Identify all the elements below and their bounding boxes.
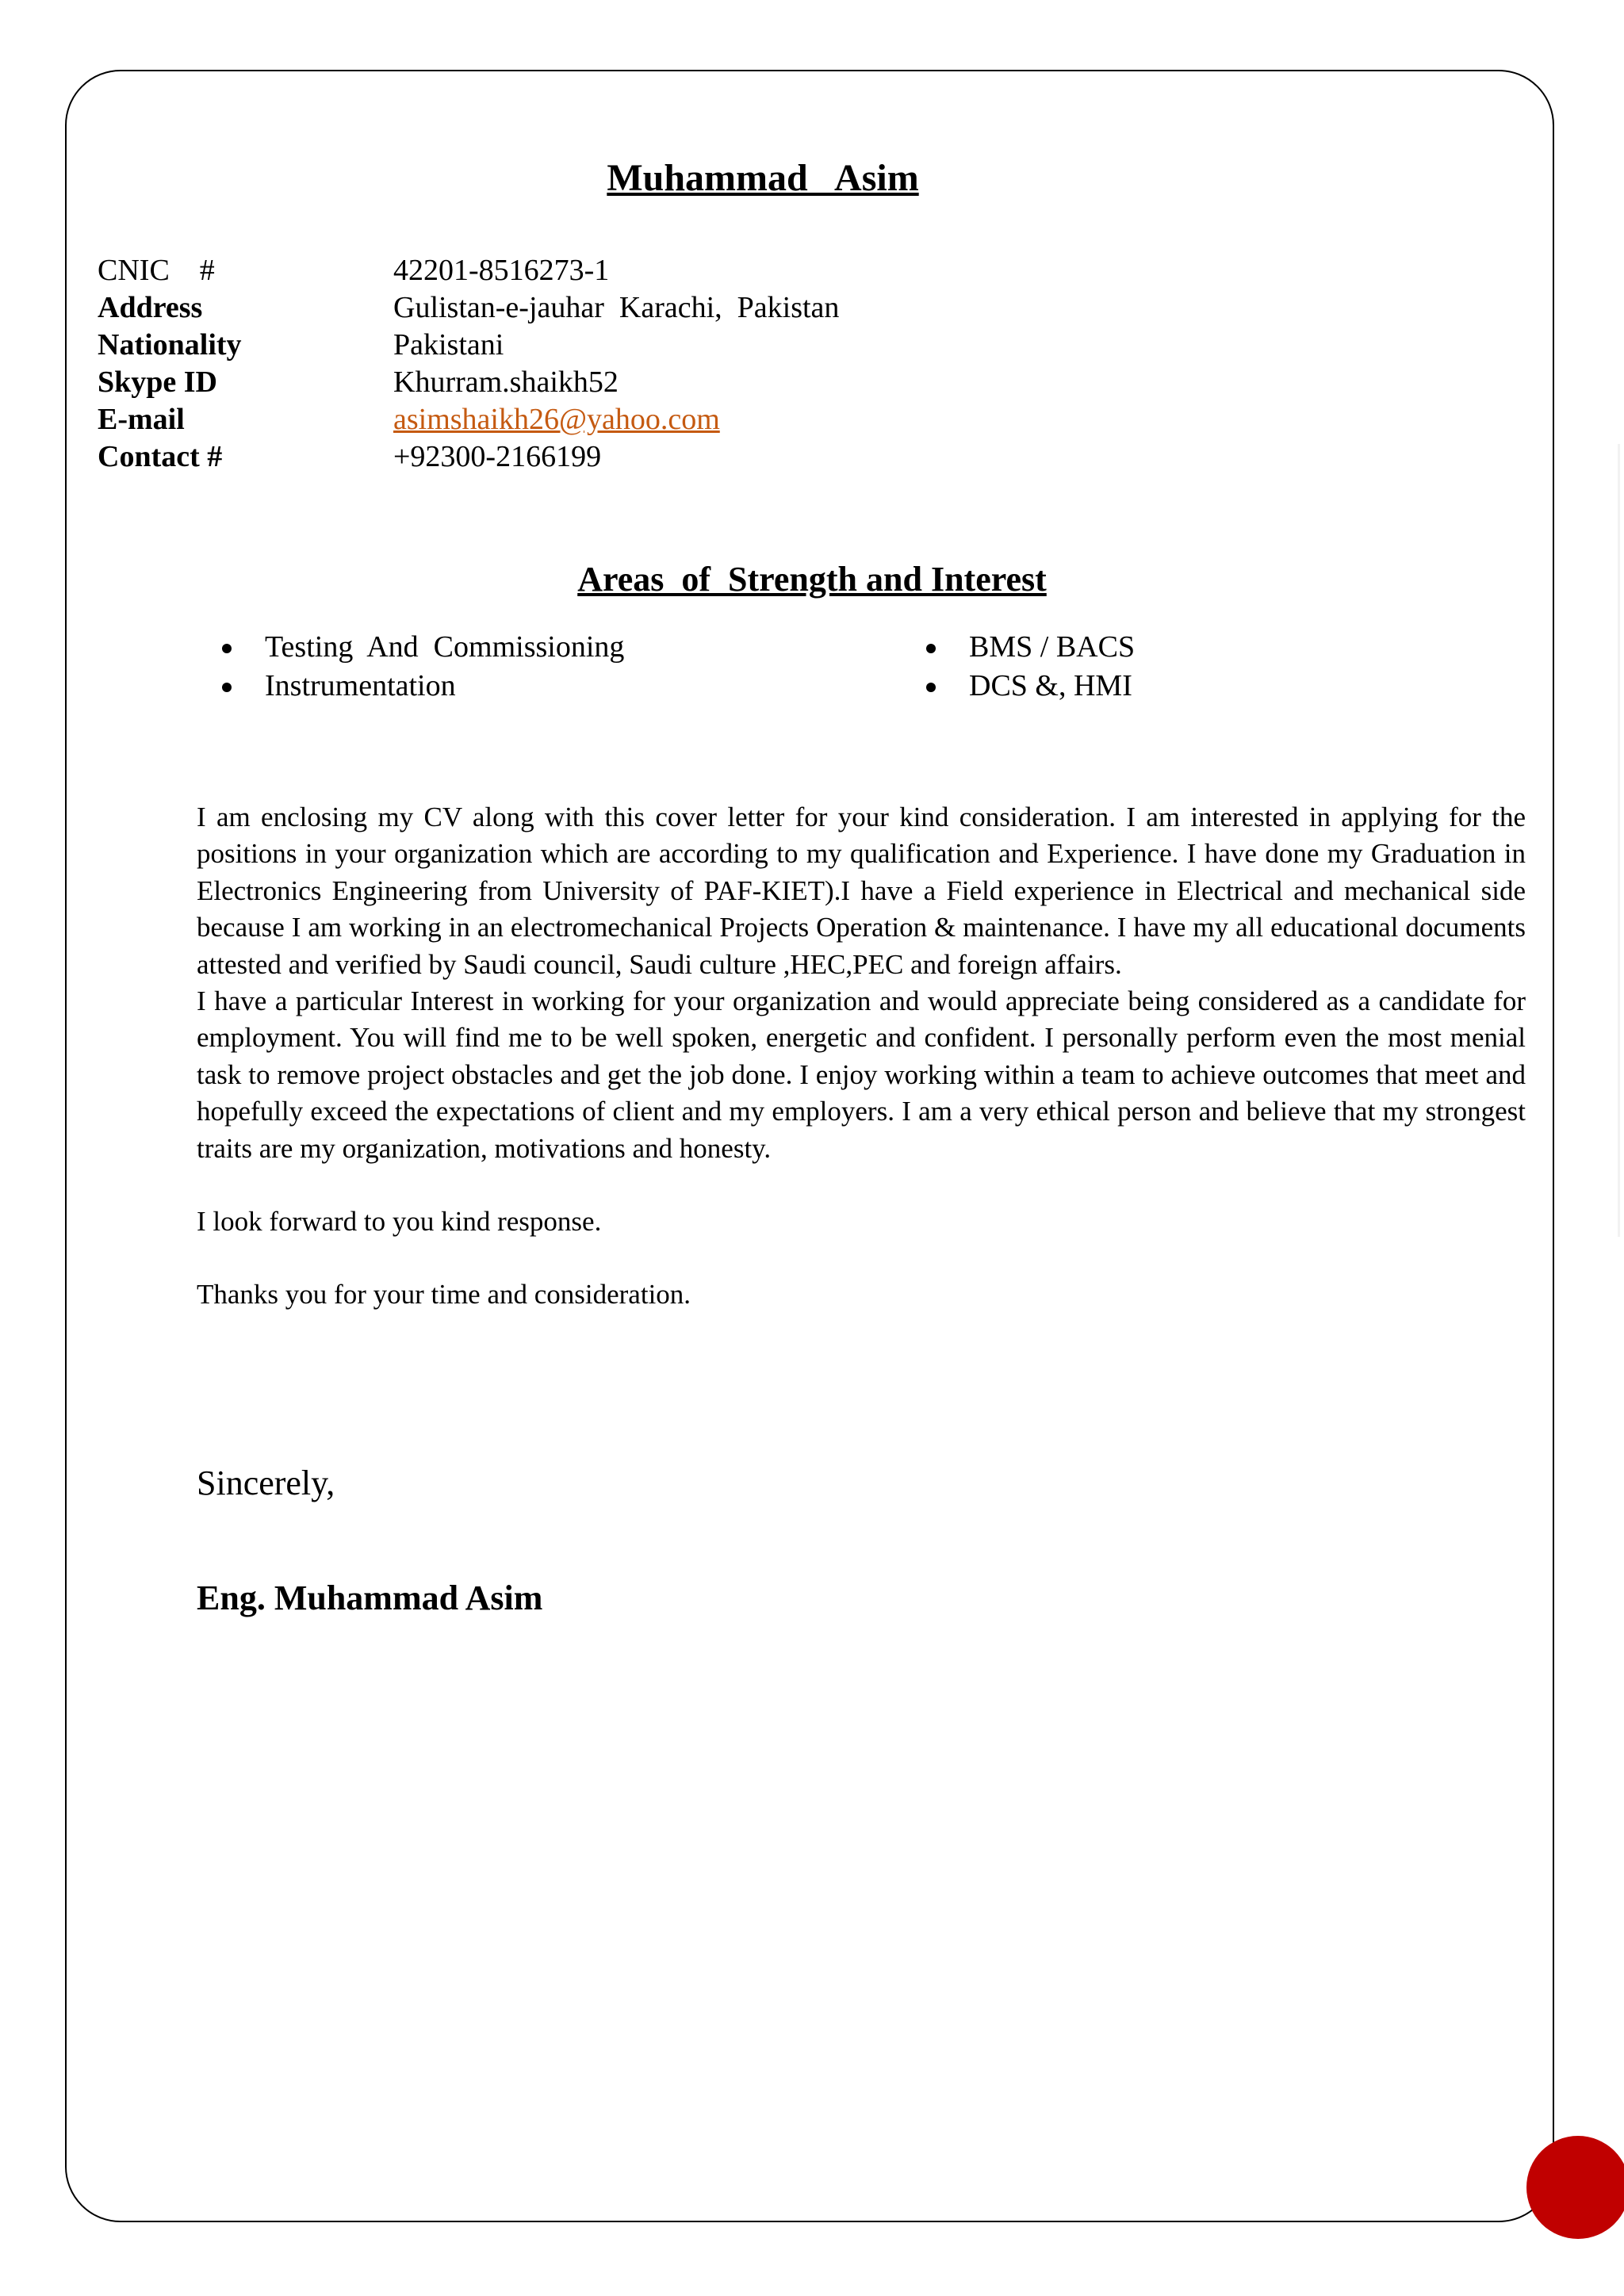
info-label-cnic: CNIC # — [98, 254, 215, 287]
red-circle-badge — [1526, 2136, 1624, 2239]
info-value-address: Gulistan-e-jauhar Karachi, Pakistan — [393, 291, 840, 324]
signature-name: Eng. Muhammad Asim — [197, 1578, 543, 1617]
letter-paragraph: I look forward to you kind response. — [197, 1206, 602, 1238]
strengths-list-right — [920, 628, 1135, 706]
info-row-email — [98, 401, 839, 438]
info-value-skype: Khurram.shaikh52 — [393, 365, 619, 399]
info-label-address: Address — [98, 291, 203, 324]
info-value-contact: +92300-2166199 — [393, 440, 602, 473]
strength-item: DCS &, HMI — [920, 667, 1135, 706]
letter-paragraph: I have a particular Interest in working for your organization and would appreciate being considered as a candidate for employment. You will find me to be well spoken, energetic and confident. I personally perform even the most menial task to remove project obstacles and get the job done. I enjoy working within a team to achieve outcomes that meet and hopefully exceed the expectations of client and my employers. I am a very ethical person and believe that my strongest traits are my organization, motivations and honesty. — [197, 985, 1526, 1164]
info-row-nationality — [98, 327, 839, 364]
letter-paragraph: Thanks you for your time and consideration. — [197, 1279, 691, 1311]
info-value-cnic: 42201-8516273-1 — [393, 254, 610, 287]
email-link[interactable]: asimshaikh26@yahoo.com — [393, 403, 720, 436]
info-row-contact — [98, 438, 839, 476]
cover-letter-body — [197, 799, 1526, 1314]
strength-item: Testing And Commissioning — [216, 628, 624, 667]
page-title: Muhammad Asim — [607, 157, 919, 199]
info-label-contact: Contact # — [98, 440, 223, 473]
info-value-nationality: Pakistani — [393, 328, 504, 362]
strengths-list-left — [216, 628, 624, 706]
personal-info-table — [98, 252, 839, 476]
strength-item: Instrumentation — [216, 667, 624, 706]
info-label-skype: Skype ID — [98, 365, 217, 399]
strength-item: BMS / BACS — [920, 628, 1135, 667]
info-label-nationality: Nationality — [98, 328, 242, 362]
info-row-cnic — [98, 252, 839, 289]
info-row-address — [98, 289, 839, 327]
strengths-heading: Areas of Strength and Interest — [577, 560, 1047, 599]
letter-paragraph: I am enclosing my CV along with this cover letter for your kind consideration. I am interested in applying for the positions in your organization which are according to my qualification and Experience. I have done my Graduation in Electronics Engineering from University of PAF-KIET).I have a Field experience in Electrical and mechanical side because I am working in an electromechanical Projects Operation & maintenance. I have my all educational documents attested and verified by Saudi council, Saudi culture ,HEC,PEC and foreign affairs. — [197, 802, 1526, 980]
info-label-email: E-mail — [98, 403, 185, 436]
info-row-skype — [98, 364, 839, 401]
closing-salutation: Sincerely, — [197, 1464, 335, 1502]
